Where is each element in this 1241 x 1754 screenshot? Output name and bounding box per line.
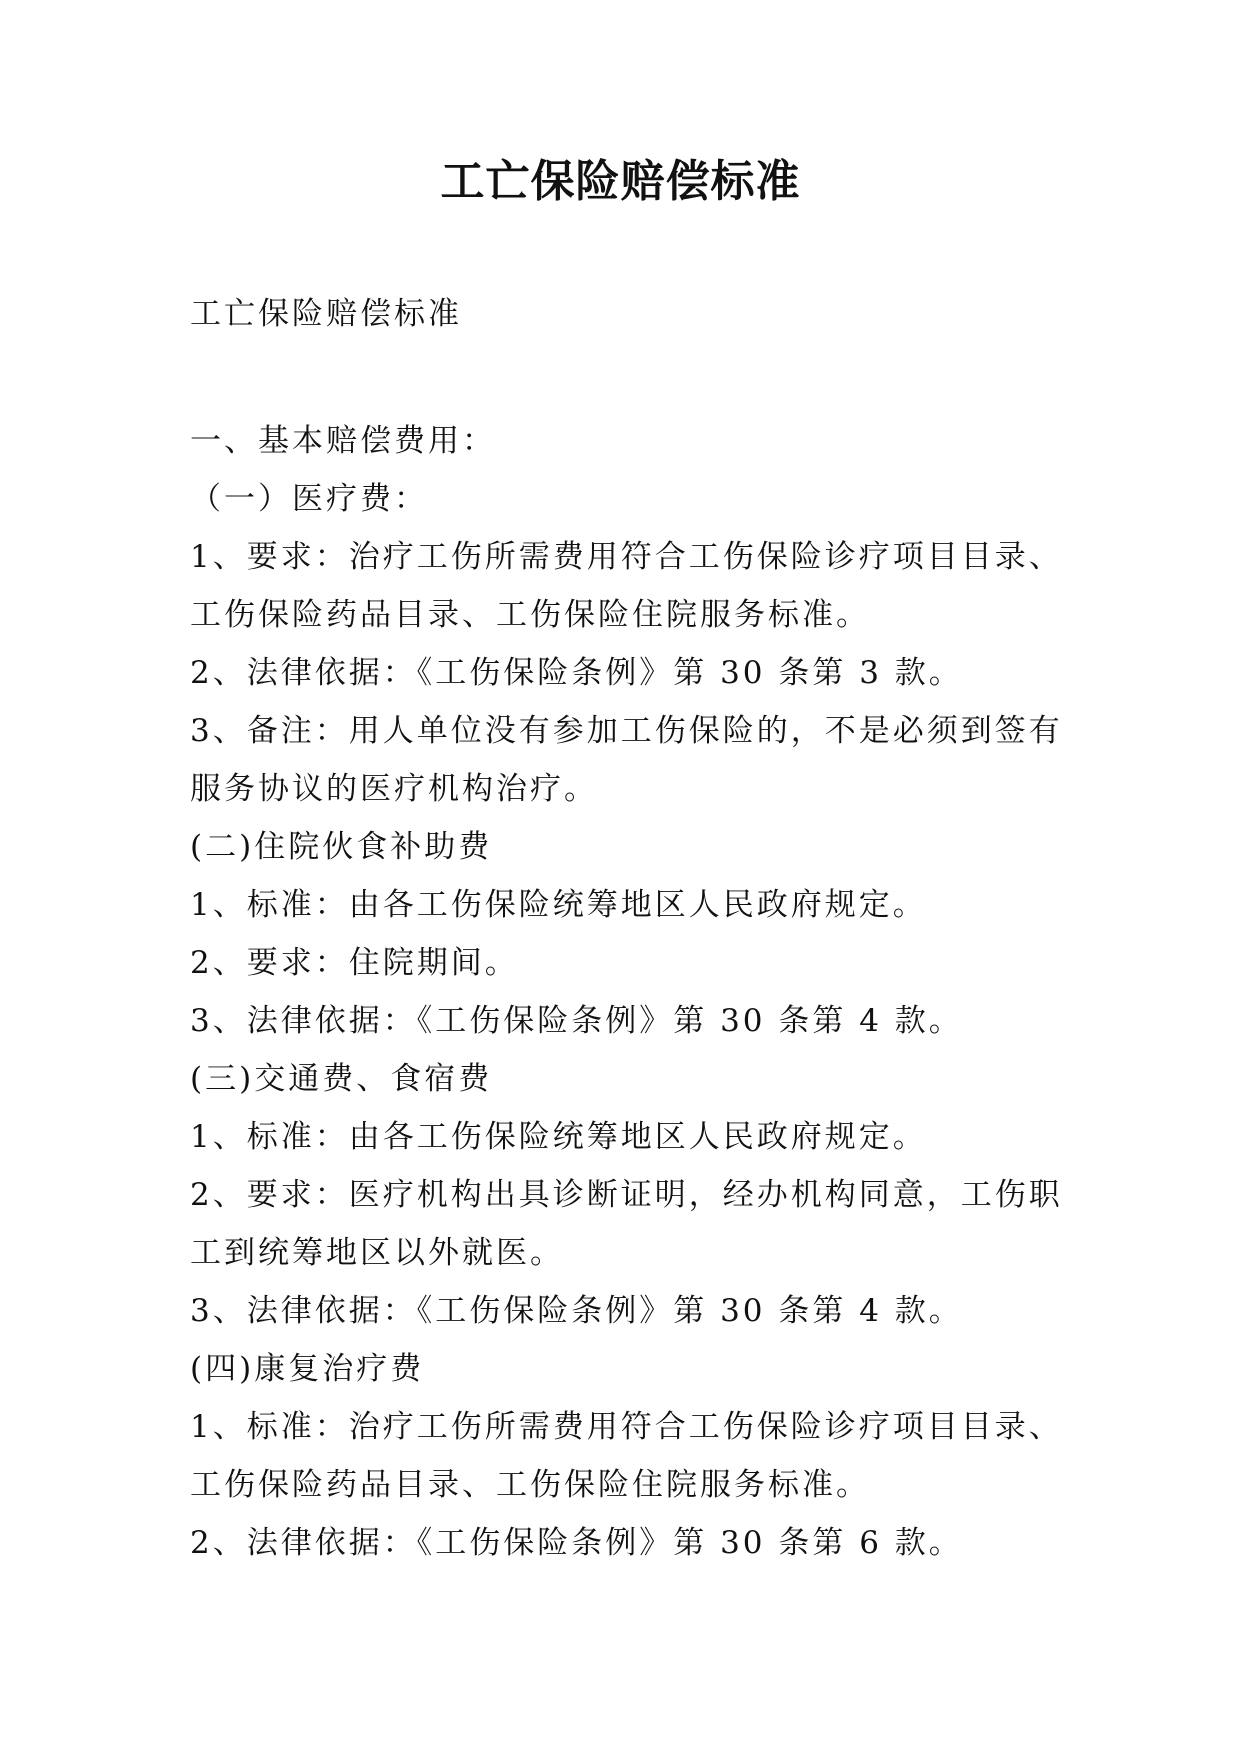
- subsection-heading: （一）医疗费：: [190, 481, 428, 517]
- paragraph-line: 2、要求：住院期间。: [190, 945, 519, 981]
- paragraph-line: 服务协议的医疗机构治疗。: [190, 771, 598, 807]
- paragraph-line: 1、标准：由各工伤保险统筹地区人民政府规定。: [190, 887, 927, 923]
- paragraph-line: 3、法律依据：《工伤保险条例》第 30 条第 4 款。: [190, 1293, 963, 1329]
- paragraph-line: 工伤保险药品目录、工伤保险住院服务标准。: [190, 1467, 870, 1503]
- document-title: 工亡保险赔偿标准: [440, 156, 801, 207]
- paragraph-line: 1、标准：治疗工伤所需费用符合工伤保险诊疗项目目录、: [190, 1409, 1063, 1445]
- paragraph-line: 1、标准：由各工伤保险统筹地区人民政府规定。: [190, 1119, 927, 1155]
- paragraph-line: 3、法律依据：《工伤保险条例》第 30 条第 4 款。: [190, 1003, 963, 1039]
- paragraph-line: 2、法律依据：《工伤保险条例》第 30 条第 6 款。: [190, 1525, 963, 1561]
- paragraph-line: 2、法律依据：《工伤保险条例》第 30 条第 3 款。: [190, 655, 963, 691]
- subsection-heading: (三)交通费、食宿费: [190, 1061, 493, 1097]
- document-subtitle: 工亡保险赔偿标准: [190, 296, 462, 332]
- document-body: [190, 412, 1070, 1572]
- subsection-heading: (四)康复治疗费: [190, 1351, 425, 1387]
- paragraph-line: 工到统筹地区以外就医。: [190, 1235, 564, 1271]
- paragraph-line: 2、要求：医疗机构出具诊断证明，经办机构同意，工伤职: [190, 1177, 1063, 1213]
- section-heading: 一、基本赔偿费用：: [190, 423, 496, 459]
- paragraph-line: 3、备注：用人单位没有参加工伤保险的，不是必须到签有: [190, 713, 1063, 749]
- paragraph-line: 工伤保险药品目录、工伤保险住院服务标准。: [190, 597, 870, 633]
- subsection-heading: (二)住院伙食补助费: [190, 829, 493, 865]
- paragraph-line: 1、要求：治疗工伤所需费用符合工伤保险诊疗项目目录、: [190, 539, 1063, 575]
